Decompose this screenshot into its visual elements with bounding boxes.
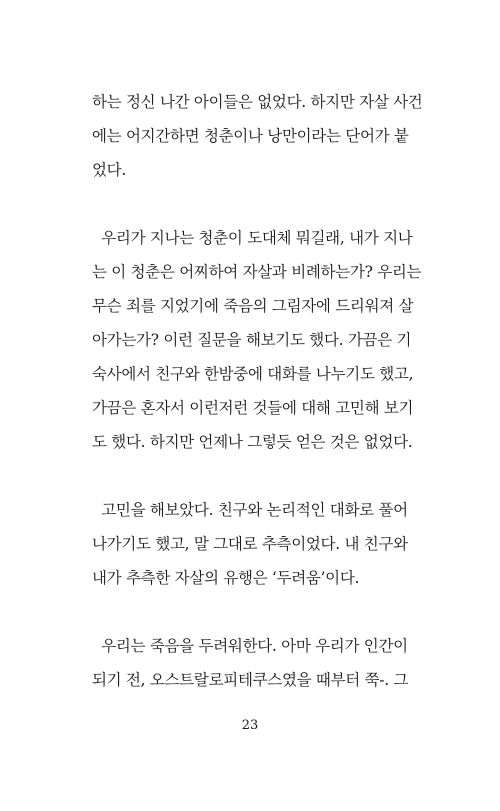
- paragraph-gap: [92, 459, 432, 493]
- paragraph-2: [92, 221, 432, 459]
- paragraph-gap: [92, 187, 432, 221]
- text-line: 숙사에서 친구와 한밤중에 대화를 나누기도 했고,: [92, 365, 414, 383]
- paragraph-4: [92, 629, 432, 697]
- text-line: 무슨 죄를 지었기에 죽음의 그림자에 드리워져 살: [92, 297, 414, 315]
- text-line: 내가 추측한 자살의 유행은 ‘두려움’이다.: [92, 569, 360, 587]
- text-line: 되기 전, 오스트랄로피테쿠스였을 때부터 쭉-. 그: [92, 671, 409, 689]
- text-line: 하는 정신 나간 아이들은 없었다. 하지만 자살 사건: [92, 93, 423, 111]
- text-line: 도 했다. 하지만 언제나 그렇듯 얻은 것은 없었다.: [92, 433, 413, 451]
- paragraph-1: [92, 85, 432, 187]
- text-line: 나가기도 했고, 말 그대로 추측이었다. 내 친구와: [92, 535, 408, 553]
- text-line: 는 이 청춘은 어찌하여 자살과 비례하는가? 우리는: [92, 263, 422, 281]
- page-body: [92, 85, 432, 697]
- text-line: 우리가 지나는 청춘이 도대체 뭐길래, 내가 지나: [92, 229, 413, 247]
- page-number: 23: [241, 718, 259, 733]
- text-line: 가끔은 혼자서 이런저런 것들에 대해 고민해 보기: [92, 399, 414, 417]
- text-line: 고민을 해보았다. 친구와 논리적인 대화로 풀어: [92, 501, 408, 519]
- paragraph-gap: [92, 595, 432, 629]
- text-line: 우리는 죽음을 두려워한다. 아마 우리가 인간이: [92, 637, 408, 655]
- paragraph-3: [92, 493, 432, 595]
- text-line: 에는 어지간하면 청춘이나 낭만이라는 단어가 붙: [92, 127, 409, 145]
- text-line: 아가는가? 이런 질문을 해보기도 했다. 가끔은 기: [92, 331, 412, 349]
- text-line: 었다.: [92, 161, 126, 179]
